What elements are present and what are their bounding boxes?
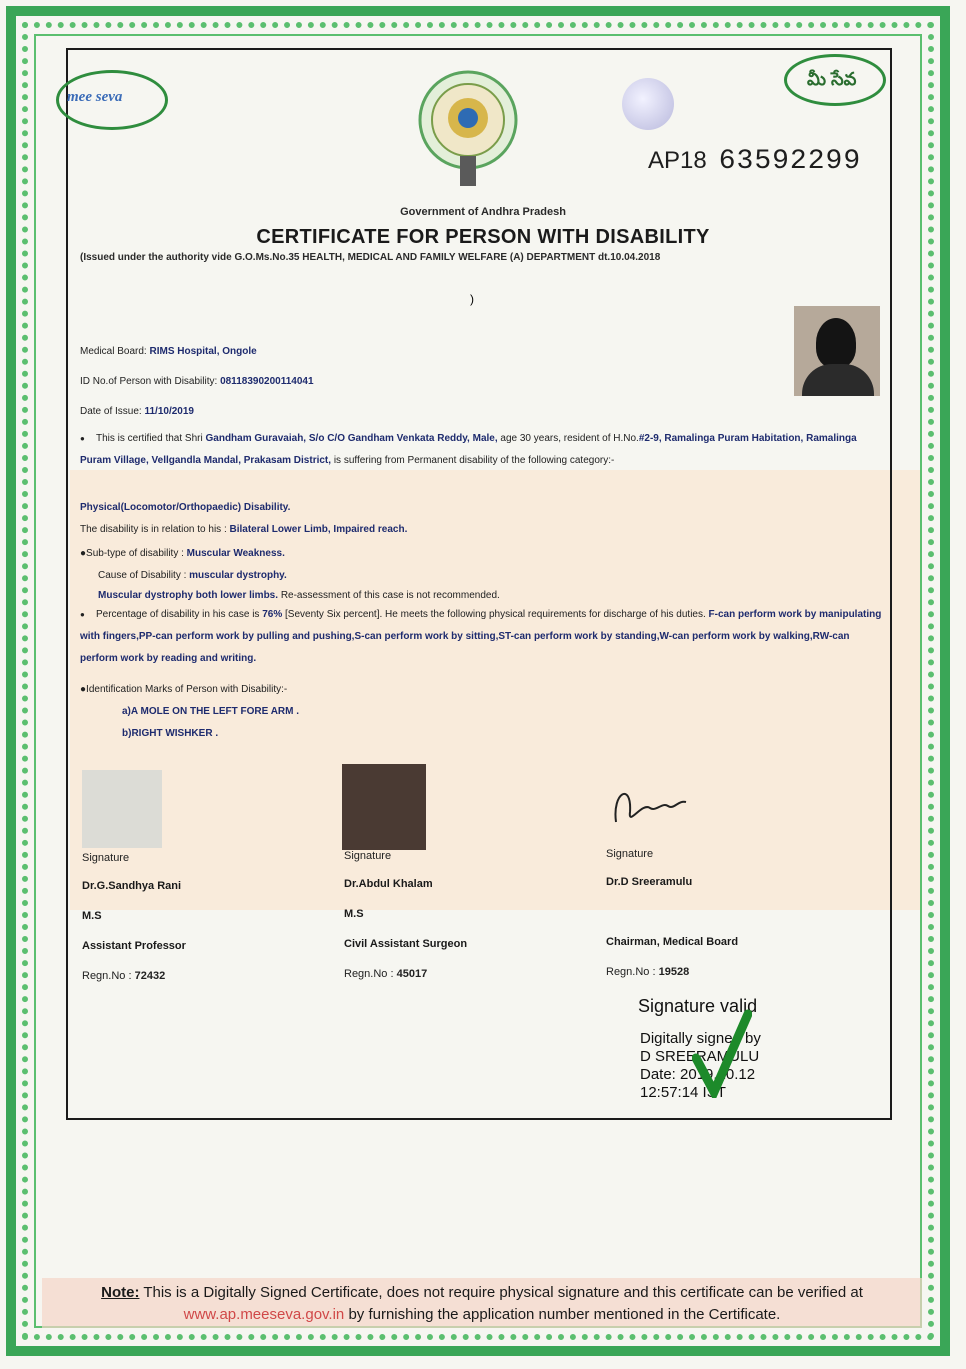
- closing-paren: ): [470, 292, 474, 306]
- digital-signature-details: Digitally signed by D SREERAMULU Date: 2019.10.12 12:57:14 IST: [640, 1030, 761, 1101]
- disability-category: Physical(Locomotor/Orthopaedic) Disability.: [80, 502, 291, 513]
- certificate-title: CERTIFICATE FOR PERSON WITH DISABILITY: [256, 226, 710, 248]
- mark-a: a)A MOLE ON THE LEFT FORE ARM .: [122, 706, 300, 717]
- checkmark-icon: [692, 1008, 752, 1098]
- signature-1-image: [82, 770, 162, 848]
- state-emblem-icon: [416, 60, 520, 192]
- issue-date: Date of Issue: 11/10/2019: [80, 406, 194, 417]
- disability-subtype: ●Sub-type of disability : Muscular Weakness.: [80, 548, 285, 559]
- identification-marks: ●Identification Marks of Person with Disability:-: [80, 684, 288, 695]
- person-id: ID No.of Person with Disability: 08118390200114041: [80, 376, 314, 387]
- disability-cause: Cause of Disability : muscular dystrophy.: [98, 570, 287, 581]
- person-photo: [794, 306, 880, 396]
- certification-paragraph: ● This is certified that Shri Gandham Guravaiah, S/o C/O Gandham Venkata Reddy, Male, age 30 years, resident of H.No.#2-9, Ramalinga Puram Habitation, Ramalinga Puram Village, Vellgandla Mandal, Prakasam District, is suffering from Permanent disability of the following category:-: [80, 433, 857, 466]
- verification-note: Note: This is a Digitally Signed Certificate, does not require physical signature and this certificate can be verified at www.ap.meeseva.gov.in by furnishing the application number mentioned in the Certificate.: [101, 1284, 863, 1323]
- signature-valid-label: Signature valid: [638, 996, 758, 1016]
- mark-b: b)RIGHT WISHKER .: [122, 728, 219, 739]
- disability-relation: The disability is in relation to his : Bilateral Lower Limb, Impaired reach.: [80, 524, 408, 535]
- certificate-number: AP18 63592299: [648, 146, 862, 177]
- meeseva-url-link[interactable]: www.ap.meeseva.gov.in: [183, 1306, 345, 1323]
- government-name: Government of Andhra Pradesh: [400, 206, 566, 218]
- signature-3-image: [602, 772, 692, 842]
- percentage-paragraph: ● Percentage of disability in his case is 76% [Seventy Six percent]. He meets the following physical requirements for discharge of his duties. F-can perform work by manipulating with fingers,PP-can perform work by pulling and pushing,S-can perform work by sitting,ST-can perform work by standing,W-can perform work by walking,RW-can perform work by reading and writing.: [80, 609, 882, 664]
- meeseva-logo-right: మీ సేవ: [784, 54, 886, 106]
- medical-board: Medical Board: RIMS Hospital, Ongole: [80, 346, 257, 357]
- signature-2-image: [342, 764, 426, 850]
- issued-under: (Issued under the authority vide G.O.Ms.No.35 HEALTH, MEDICAL AND FAMILY WELFARE (A) DEPARTMENT dt.10.04.2018: [80, 252, 661, 263]
- reassessment: Muscular dystrophy both lower limbs. Re-assessment of this case is not recommended.: [98, 590, 500, 601]
- hologram-seal: [622, 78, 674, 130]
- meeseva-logo-left: mee seva: [56, 70, 168, 130]
